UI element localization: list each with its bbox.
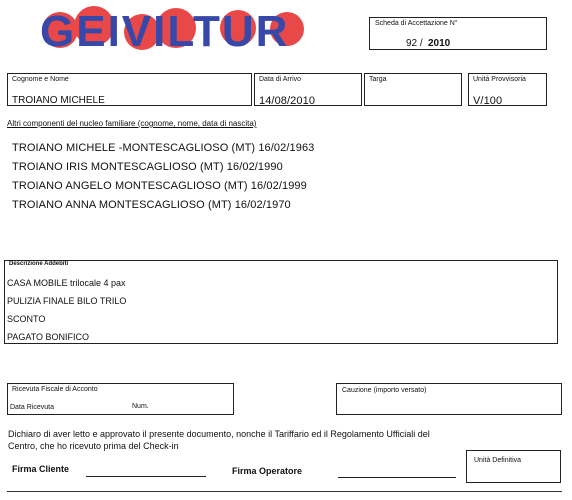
- scheda-box: [369, 17, 547, 50]
- dichiarazione-line: Centro, che ho ricevuto prima del Check-in: [8, 441, 179, 451]
- family-member: TROIANO IRIS MONTESCAGLIOSO (MT) 16/02/1990: [12, 161, 283, 173]
- ricevuta-label: Ricevuta Fiscale di Acconto: [12, 386, 98, 393]
- addebito-item: PULIZIA FINALE BILO TRILO: [7, 296, 127, 306]
- unita-definitiva-box: [466, 450, 561, 483]
- family-member: TROIANO MICHELE -MONTESCAGLIOSO (MT) 16/02/1963: [12, 142, 315, 154]
- arrivo-value[interactable]: 14/08/2010: [259, 95, 316, 107]
- cauzione-box: [336, 383, 562, 415]
- data-ricevuta-label: Data Ricevuta: [10, 404, 54, 411]
- arrivo-box: [254, 73, 362, 106]
- family-member: TROIANO ANGELO MONTESCAGLIOSO (MT) 16/02/1999: [12, 180, 307, 192]
- addebiti-box: [4, 260, 558, 344]
- dichiarazione-line: Dichiaro di aver letto e approvato il presente documento, nonche il Tariffario ed il Regolamento Ufficiali del: [8, 429, 430, 439]
- ricevuta-box: [7, 383, 234, 415]
- scheda-label: Scheda di Accettazione N°: [375, 20, 458, 27]
- addebito-item: CASA MOBILE trilocale 4 pax: [7, 278, 126, 288]
- num-label: Num.: [132, 403, 149, 410]
- arrivo-label: Data di Arrivo: [259, 76, 302, 83]
- firma-operatore-label: Firma Operatore: [232, 466, 303, 476]
- bottom-rule: [7, 491, 562, 492]
- addebiti-label: Descrizione Addebiti: [9, 261, 69, 267]
- cauzione-label: Cauzione (importo versato): [342, 387, 427, 394]
- family-member: TROIANO ANNA MONTESCAGLIOSO (MT) 16/02/1970: [12, 199, 291, 211]
- addebito-item: PAGATO BONIFICO: [7, 332, 90, 342]
- unita-provvisoria-label: Unità Provvisoria: [473, 76, 526, 83]
- cognome-value[interactable]: TROIANO MICHELE: [12, 95, 105, 106]
- targa-box: [364, 73, 462, 106]
- cognome-label: Cognome e Nome: [12, 76, 69, 83]
- scheda-year: 2010: [428, 38, 451, 49]
- firma-cliente-label: Firma Cliente: [12, 464, 70, 474]
- scheda-number: 92 /: [406, 38, 423, 49]
- unita-provvisoria-box: [468, 73, 547, 106]
- cognome-box: [7, 73, 252, 106]
- unita-provvisoria-value[interactable]: V/100: [473, 95, 503, 107]
- firma-cliente-line[interactable]: [86, 476, 206, 477]
- unita-definitiva-label: Unità Definitiva: [474, 457, 522, 464]
- firma-operatore-line[interactable]: [338, 477, 456, 478]
- targa-label: Targa: [369, 76, 387, 83]
- addebito-item: SCONTO: [7, 314, 46, 324]
- geiviltur-logo: [34, 6, 314, 56]
- logo-text: GEIVILTUR: [40, 7, 290, 56]
- family-heading: Altri componenti del nucleo familiare (cognome, nome, data di nascita): [7, 119, 257, 128]
